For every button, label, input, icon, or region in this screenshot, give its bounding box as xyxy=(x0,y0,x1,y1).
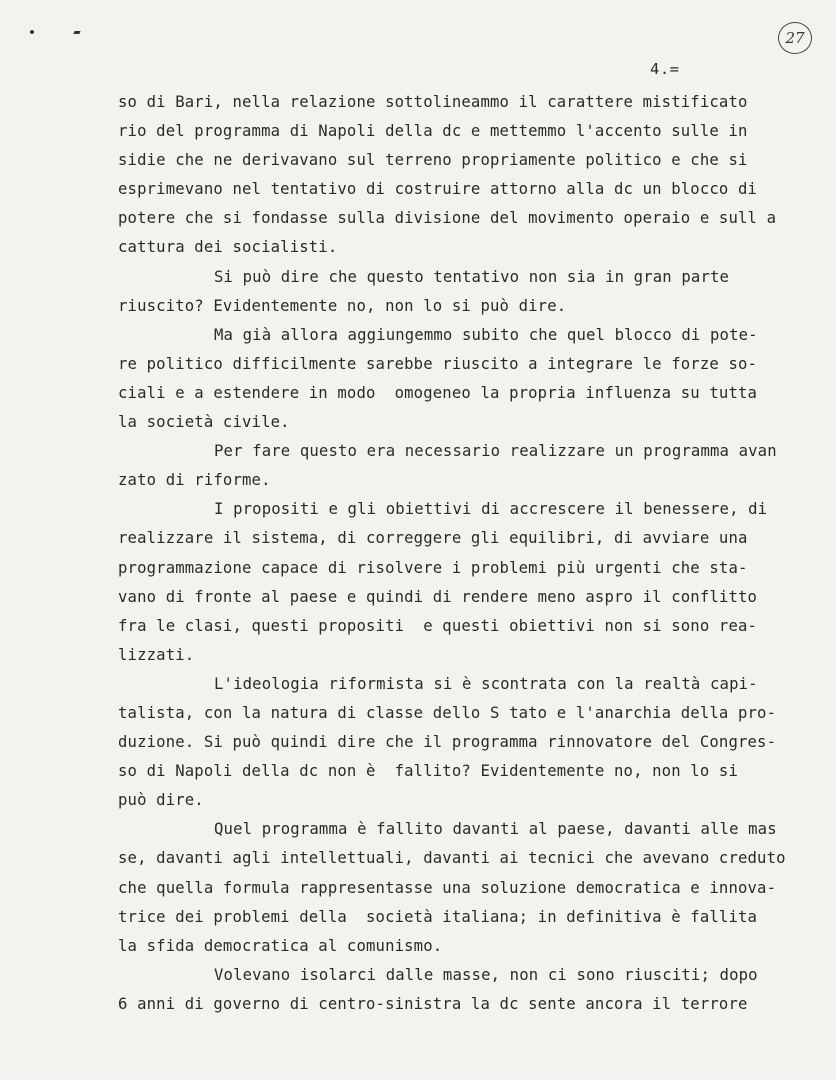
text-line: lizzati. xyxy=(118,645,195,664)
text-line: fra le clasi, questi propositi e questi obiettivi non si sono rea- xyxy=(118,616,758,635)
text-line: so di Napoli della dc non è fallito? Evidentemente no, non lo si xyxy=(118,762,738,781)
text-line: Si può dire che questo tentativo non sia in gran parte xyxy=(214,267,730,286)
text-line: esprimevano nel tentativo di costruire attorno alla dc un blocco di xyxy=(118,180,758,199)
text-line: programmazione capace di risolvere i problemi più urgenti che sta- xyxy=(118,558,748,577)
text-line: Quel programma è fallito davanti al paese, davanti alle mas xyxy=(214,820,777,839)
text-line: vano di fronte al paese e quindi di rendere meno aspro il conflitto xyxy=(118,587,758,606)
text-line: 6 anni di governo di centro-sinistra la dc sente ancora il terrore xyxy=(118,994,748,1013)
text-line: I propositi e gli obiettivi di accrescere il benessere, di xyxy=(214,500,768,519)
text-line: se, davanti agli intellettuali, davanti ai tecnici che avevano creduto xyxy=(118,849,786,868)
folio-stamp: 27 xyxy=(778,22,812,54)
body-text xyxy=(118,88,808,1019)
text-line: duzione. Si può quindi dire che il programma rinnovatore del Congres- xyxy=(118,733,777,752)
text-line: riuscito? Evidentemente no, non lo si può dire. xyxy=(118,296,567,315)
ink-tick-mark xyxy=(73,31,80,34)
page-number: 4.= xyxy=(650,60,680,78)
text-line: L'ideologia riformista si è scontrata con la realtà capi- xyxy=(214,674,758,693)
text-line: zato di riforme. xyxy=(118,471,271,490)
text-line: cattura dei socialisti. xyxy=(118,238,338,257)
ink-dot-mark xyxy=(30,30,34,34)
text-line: Ma già allora aggiungemmo subito che quel blocco di pote- xyxy=(214,325,758,344)
text-line: che quella formula rappresentasse una soluzione democratica e innova- xyxy=(118,878,777,897)
text-line: Volevano isolarci dalle masse, non ci sono riusciti; dopo xyxy=(214,965,758,984)
text-line: realizzare il sistema, di correggere gli equilibri, di avviare una xyxy=(118,529,748,548)
text-line: Per fare questo era necessario realizzare un programma avan xyxy=(214,442,777,461)
text-line: re politico difficilmente sarebbe riuscito a integrare le forze so- xyxy=(118,354,758,373)
text-line: trice dei problemi della società italiana; in definitiva è fallita xyxy=(118,907,758,926)
text-line: rio del programma di Napoli della dc e mettemmo l'accento sulle in xyxy=(118,122,748,141)
text-line: so di Bari, nella relazione sottolineammo il carattere mistificato xyxy=(118,93,748,111)
text-line: può dire. xyxy=(118,791,204,810)
text-line: sidie che ne derivavano sul terreno propriamente politico e che si xyxy=(118,151,748,170)
text-line: potere che si fondasse sulla divisione del movimento operaio e sull a xyxy=(118,209,777,228)
text-line: ciali e a estendere in modo omogeneo la propria influenza su tutta xyxy=(118,383,758,402)
text-line: talista, con la natura di classe dello S tato e l'anarchia della pro- xyxy=(118,703,777,722)
text-line: la sfida democratica al comunismo. xyxy=(118,936,443,955)
text-line: la società civile. xyxy=(118,413,290,432)
